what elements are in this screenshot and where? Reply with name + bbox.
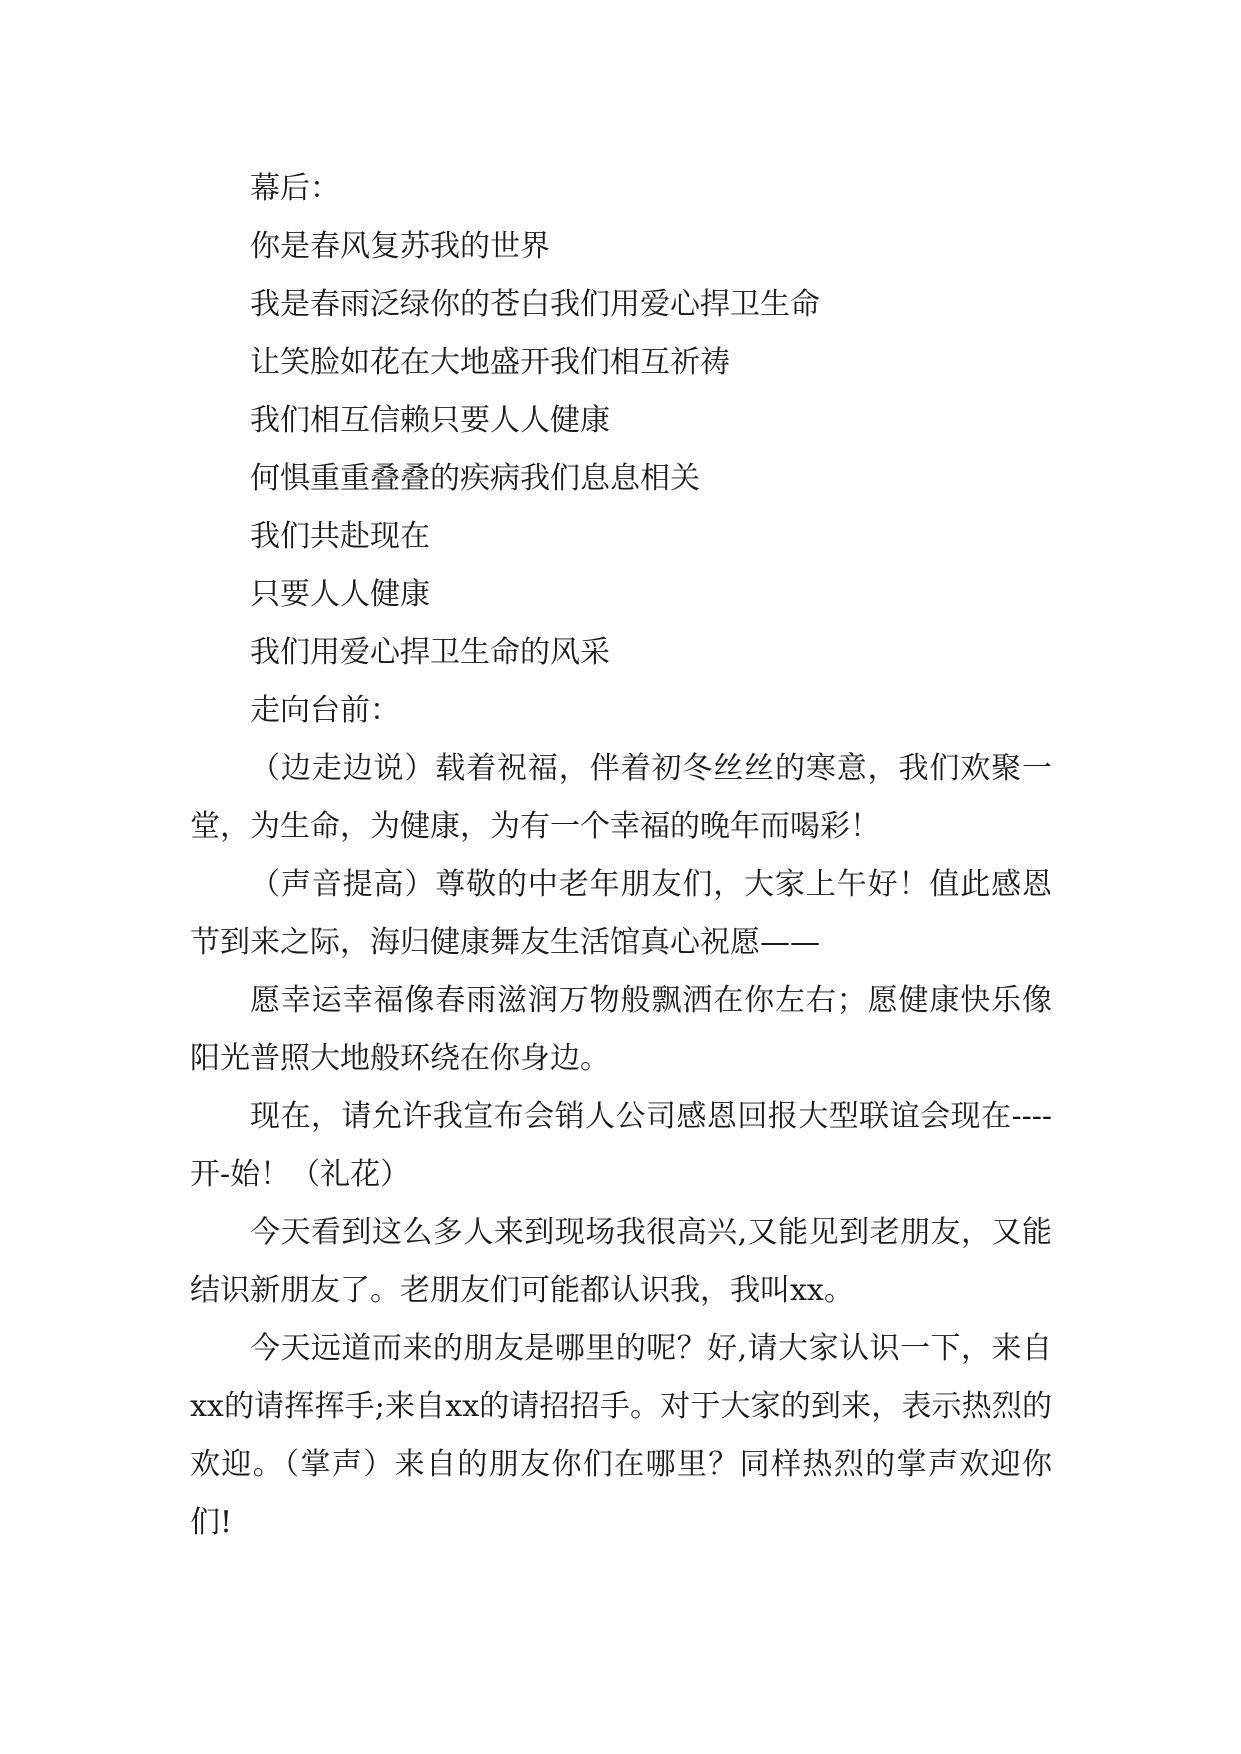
paragraph: 现在，请允许我宣布会销人公司感恩回报大型联谊会现在----开-始！（礼花）	[190, 1099, 1052, 1192]
paragraph: 我们相互信赖只要人人健康	[250, 403, 610, 438]
paragraph: 让笑脸如花在大地盛开我们相互祈祷	[250, 345, 730, 380]
document-body	[190, 160, 1052, 1552]
paragraph: 幕后：	[250, 171, 340, 206]
paragraph: 今天远道而来的朋友是哪里的呢？好,请大家认识一下，来自xx的请挥挥手;来自xx的请招招手。对于大家的到来，表示热烈的欢迎。（掌声）来自的朋友你们在哪里？同样热烈的掌声欢迎你们!	[190, 1331, 1052, 1540]
paragraph: 我们用爱心捍卫生命的风采	[250, 635, 610, 670]
paragraph: 走向台前：	[250, 693, 400, 728]
paragraph: 今天看到这么多人来到现场我很高兴,又能见到老朋友，又能结识新朋友了。老朋友们可能都认识我，我叫xx。	[190, 1215, 1052, 1308]
paragraph: （边走边说）载着祝福，伴着初冬丝丝的寒意，我们欢聚一堂，为生命，为健康，为有一个幸福的晚年而喝彩！	[190, 751, 1052, 844]
paragraph: 我们共赴现在	[250, 519, 430, 554]
paragraph: （声音提高）尊敬的中老年朋友们，大家上午好！值此感恩节到来之际，海归健康舞友生活馆真心祝愿——	[190, 867, 1052, 960]
paragraph: 愿幸运幸福像春雨滋润万物般飘洒在你左右；愿健康快乐像阳光普照大地般环绕在你身边。	[190, 983, 1052, 1076]
paragraph: 你是春风复苏我的世界	[250, 229, 550, 264]
paragraph: 只要人人健康	[250, 577, 430, 612]
paragraph: 我是春雨泛绿你的苍白我们用爱心捍卫生命	[250, 287, 820, 322]
paragraph: 何惧重重叠叠的疾病我们息息相关	[250, 461, 700, 496]
